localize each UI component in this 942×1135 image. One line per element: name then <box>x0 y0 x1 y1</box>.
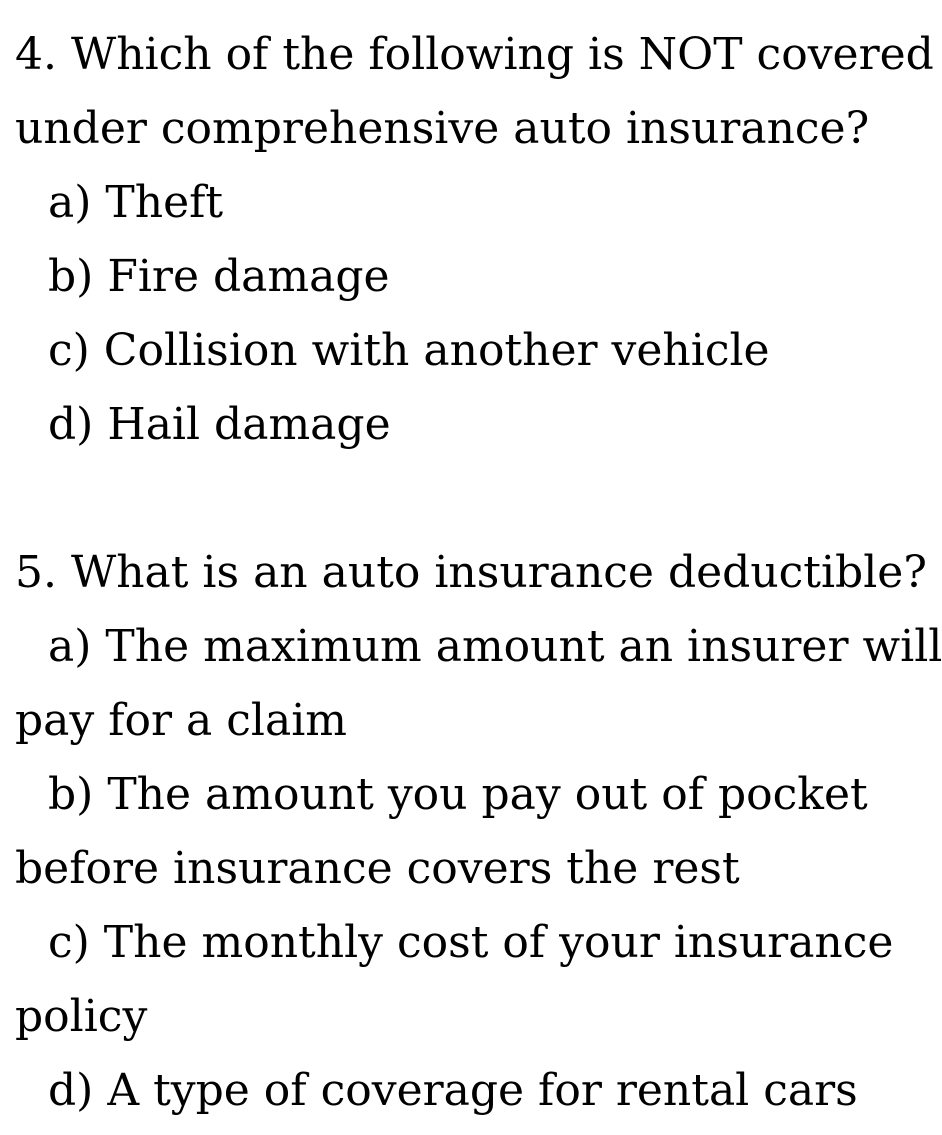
question-4-text-line-2: under comprehensive auto insurance? <box>15 103 870 154</box>
question-4-option-b: b) Fire damage <box>48 251 390 302</box>
question-5-option-c-line-1: c) The monthly cost of your insurance <box>48 917 894 968</box>
question-5-option-c-line-2: policy <box>15 991 148 1042</box>
question-4-option-a: a) Theft <box>48 177 224 228</box>
question-4 <box>15 18 934 462</box>
question-4-option-d: d) Hail damage <box>48 399 391 450</box>
question-5-text: 5. What is an auto insurance deductible? <box>15 547 927 598</box>
question-4-option-c: c) Collision with another vehicle <box>48 325 770 376</box>
question-5-option-a-line-1: a) The maximum amount an insurer will <box>48 621 942 672</box>
question-5-option-d: d) A type of coverage for rental cars <box>48 1065 858 1116</box>
question-5-option-a-line-2: pay for a claim <box>15 695 347 746</box>
quiz-document <box>15 18 942 1128</box>
question-5-option-b-line-2: before insurance covers the rest <box>15 843 740 894</box>
question-4-text-line-1: 4. Which of the following is NOT covered <box>15 29 934 80</box>
question-5 <box>15 536 942 1128</box>
question-5-option-b-line-1: b) The amount you pay out of pocket <box>48 769 868 820</box>
